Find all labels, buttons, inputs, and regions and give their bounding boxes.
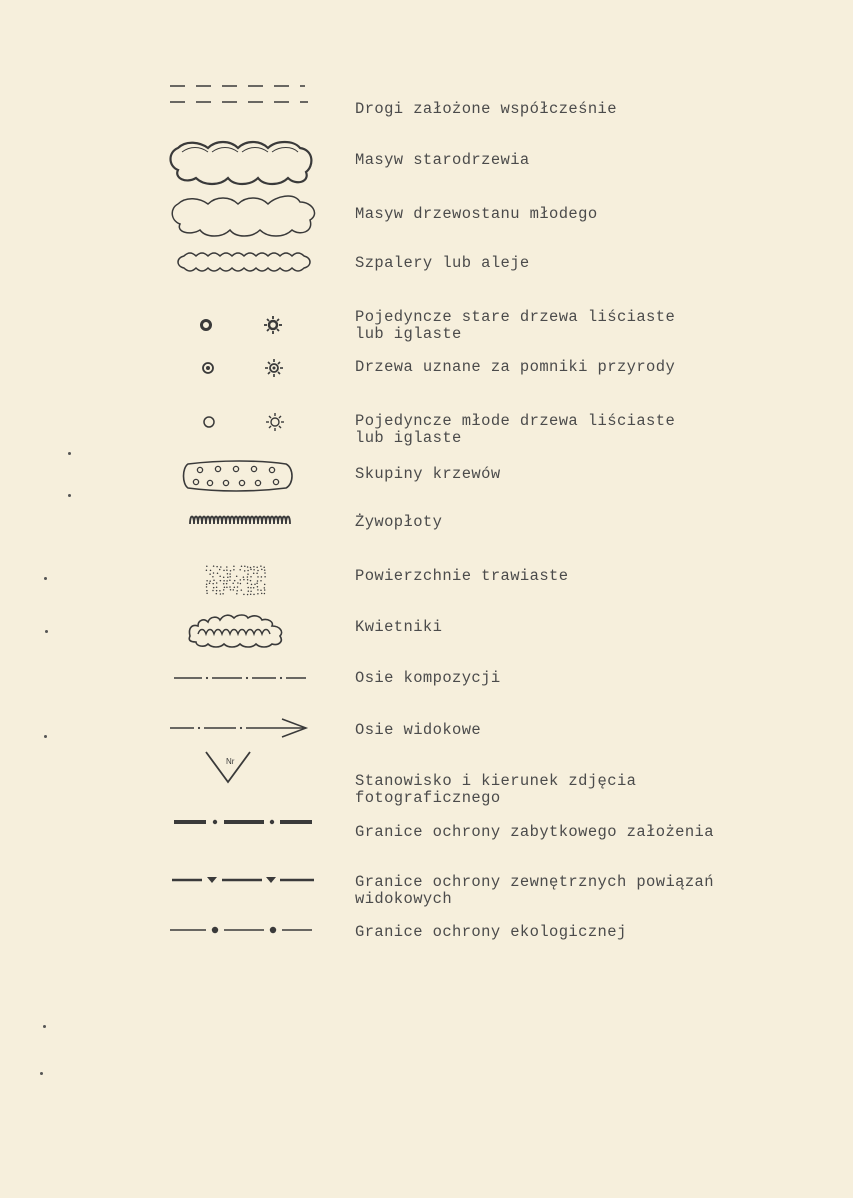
legend-label: Stanowisko i kierunek zdjęcia fotograficznego [355, 772, 637, 807]
legend-label: Drogi założone współcześnie [355, 100, 617, 118]
dashed-double-line-icon [160, 80, 320, 110]
scan-speck [43, 1025, 46, 1028]
legend-label: Kwietniki [355, 618, 443, 636]
ecological-protection-boundary-icon [160, 920, 320, 940]
legend-label: Osie widokowe [355, 721, 482, 739]
hedge-icon [160, 510, 320, 532]
natural-monument-trees-icon [160, 352, 320, 386]
composition-axis-icon [160, 668, 320, 688]
photo-station-icon [160, 748, 320, 788]
young-single-trees-icon [160, 403, 320, 441]
legend-label: Granice ochrony zabytkowego założenia [355, 823, 714, 841]
flowerbed-icon [160, 608, 320, 648]
legend-label: Granice ochrony ekologicznej [355, 923, 627, 941]
scan-speck [68, 494, 71, 497]
photo-station-number: Nr [226, 757, 235, 766]
legend-label: Skupiny krzewów [355, 465, 501, 483]
legend-label: Szpalery lub aleje [355, 254, 530, 272]
legend-label: Żywopłoty [355, 513, 443, 531]
legend-label: Pojedyncze młode drzewa liściaste lub iglaste [355, 412, 676, 447]
legend-label: Drzewa uznane za pomniki przyrody [355, 358, 676, 376]
legend-label: Masyw starodrzewia [355, 151, 530, 169]
legend-label: Powierzchnie trawiaste [355, 567, 569, 585]
grass-area-icon [160, 562, 320, 602]
monument-protection-boundary-icon [160, 812, 320, 832]
legend-label: Pojedyncze stare drzewa liściaste lub iglaste [355, 308, 676, 343]
legend-label: Osie kompozycji [355, 669, 501, 687]
scan-speck [44, 735, 47, 738]
scan-speck [45, 630, 48, 633]
tree-row-icon [160, 252, 320, 274]
old-tree-mass-icon [160, 138, 320, 186]
legend-label: Masyw drzewostanu młodego [355, 205, 598, 223]
view-axis-icon [160, 716, 320, 742]
legend-label: Granice ochrony zewnętrznych powiązań widokowych [355, 873, 714, 908]
old-single-trees-icon [160, 305, 320, 345]
shrub-group-icon [160, 458, 320, 494]
young-tree-mass-icon [160, 192, 320, 240]
scan-speck [68, 452, 71, 455]
scan-speck [44, 577, 47, 580]
scan-speck [40, 1072, 43, 1075]
view-protection-boundary-icon [160, 870, 320, 890]
